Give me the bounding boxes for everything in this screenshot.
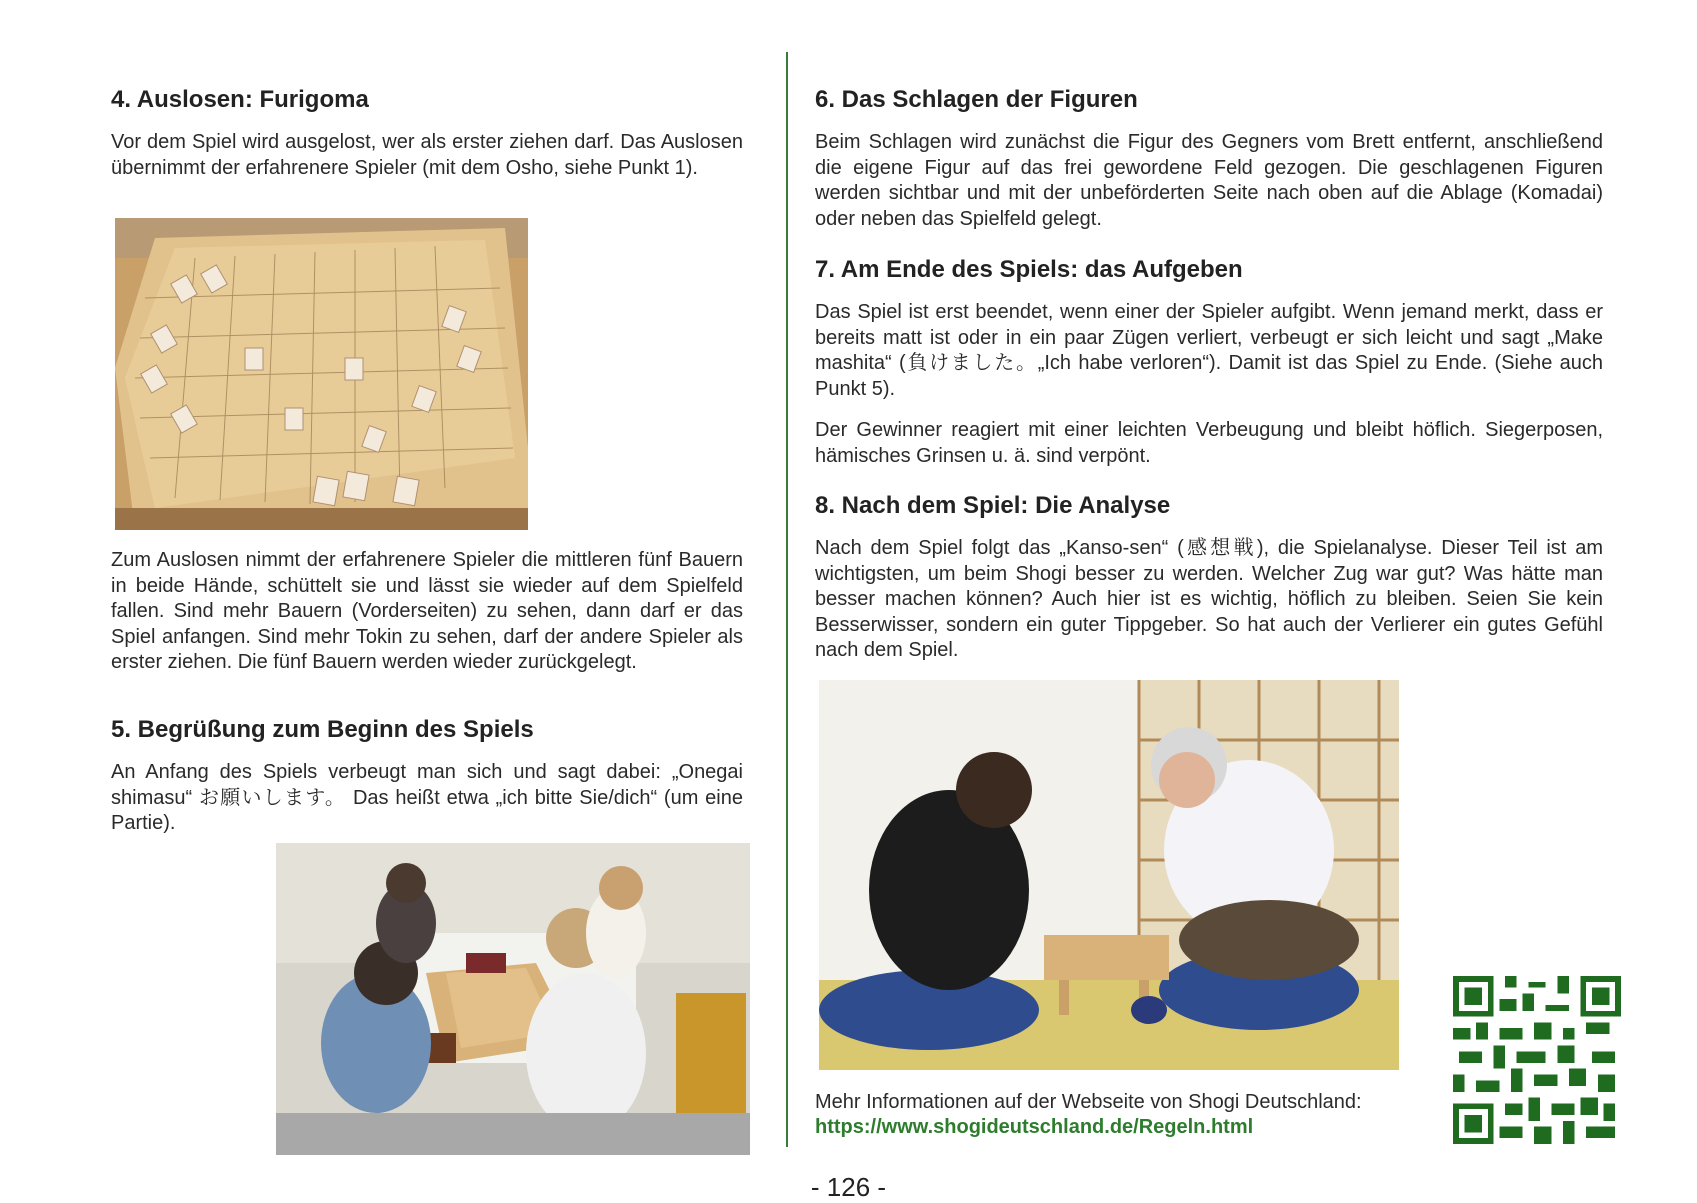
column-divider — [786, 52, 788, 1147]
section-6-title: 6. Das Schlagen der Figuren — [815, 86, 1138, 113]
section-4-para-2: Zum Auslosen nimmt der erfahrenere Spieler die mittleren fünf Bauern in beide Hände, schüttelt sie und lässt sie wieder auf dem Spielfeld fallen. Sind mehr Bauern (Vorderseiten) zu sehen, dann darf er das Spiel anfangen. Sind mehr Tokin zu sehen, darf der andere Spieler als erster ziehen. Die fünf Bauern werden wieder zurückgelegt. — [111, 549, 743, 673]
section-7-para-1: Das Spiel ist erst beendet, wenn einer der Spieler aufgibt. Wenn jemand merkt, dass er bereits matt ist oder in ein paar Zügen verliert, verbeugt er sich leicht und sagt „Make mashita“ (負けました。„Ich habe verloren“). Damit ist das Spiel zu Ende. (Siehe auch Punkt 5). — [815, 301, 1603, 400]
section-8-title: 8. Nach dem Spiel: Die Analyse — [815, 492, 1171, 519]
section-4-title: 4. Auslosen: Furigoma — [111, 86, 369, 113]
section-4-para-1: Vor dem Spiel wird ausgelost, wer als erster ziehen darf. Das Auslosen übernimmt der erfahrenere Spieler (mit dem Osho, siehe Punkt 1). — [111, 131, 743, 179]
more-info — [815, 1090, 1362, 1140]
shogi-deutschland-link[interactable]: https://www.shogideutschland.de/Regeln.html — [815, 1116, 1254, 1138]
shogi-board-photo — [115, 218, 528, 530]
section-8-para-1: Nach dem Spiel folgt das „Kanso-sen“ (感想戦), die Spielanalyse. Dieser Teil ist am wichtigsten, um beim Shogi besser zu werden. Welcher Zug war gut? Was hätte man besser machen können? Auch hier ist es wichtig, höflich zu bleiben. Seien Sie kein Besserwisser, sondern ein guter Tippgeber. So hat auch der Verlierer ein gutes Gefühl nach dem Spiel. — [815, 537, 1603, 661]
section-5-title: 5. Begrüßung zum Beginn des Spiels — [111, 716, 534, 743]
game-analysis-photo — [819, 680, 1399, 1070]
section-7-para-2: Der Gewinner reagiert mit einer leichten Verbeugung und bleibt höflich. Siegerposen, hämisches Grinsen u. ä. sind verpönt. — [815, 419, 1603, 467]
page-number: - 126 - — [810, 1172, 887, 1202]
section-7-title: 7. Am Ende des Spiels: das Aufgeben — [815, 256, 1243, 283]
children-playing-shogi-photo — [276, 843, 750, 1155]
more-info-text: Mehr Informationen auf der Webseite von Shogi Deutschland: — [815, 1091, 1362, 1113]
qr-code-icon[interactable] — [1453, 976, 1621, 1144]
section-6-para-1: Beim Schlagen wird zunächst die Figur des Gegners vom Brett entfernt, anschließend die eigene Figur auf das frei gewordene Feld gezogen. Die geschlagenen Figuren werden sichtbar und mit der unbeförderten Seite nach oben auf die Ablage (Komadai) oder neben das Spielfeld gelegt. — [815, 131, 1603, 230]
section-5-para-1: An Anfang des Spiels verbeugt man sich und sagt dabei: „Onegai shimasu“ お願いします。 Das heißt etwa „ich bitte Sie/dich“ (um eine Partie). — [111, 761, 743, 834]
